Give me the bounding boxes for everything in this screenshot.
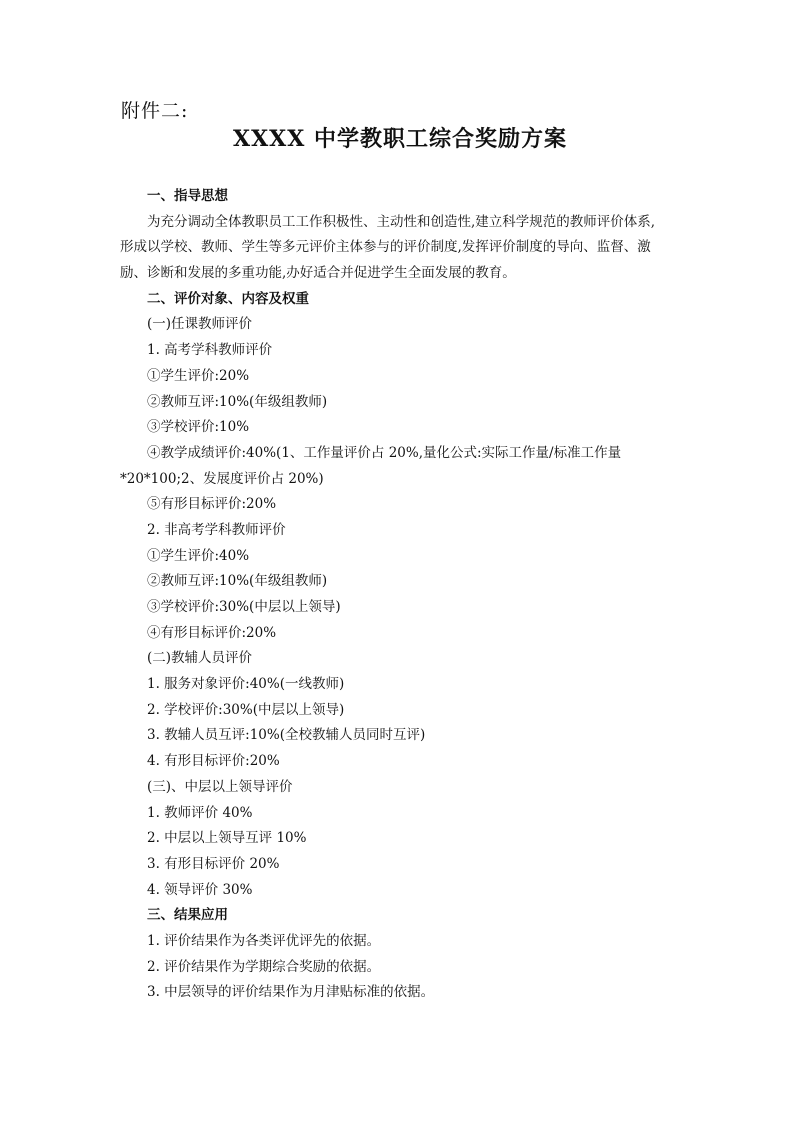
list-item: ②教师互评:10%(年级组教师) xyxy=(147,573,328,590)
section-heading-results: 三、结果应用 xyxy=(147,907,228,924)
list-item: 2. 评价结果作为学期综合奖励的依据。 xyxy=(147,958,381,975)
list-item: ①学生评价:20% xyxy=(147,367,250,384)
guiding-paragraph-line-2: 形成以学校、教师、学生等多元评价主体参与的评价制度,发挥评价制度的导向、监督、激 xyxy=(120,239,651,256)
list-item: ②教师互评:10%(年级组教师) xyxy=(147,393,328,410)
list-item: ③学校评价:30%(中层以上领导) xyxy=(147,599,341,615)
attachment-label: 附件二: xyxy=(121,100,189,122)
section-heading-evaluation: 二、评价对象、内容及权重 xyxy=(147,290,309,307)
list-item: 1. 高考学科教师评价 xyxy=(147,342,273,359)
subsection-leader-evaluation: (三)、中层以上领导评价 xyxy=(147,778,293,795)
list-item: 1. 教师评价 40% xyxy=(147,804,253,821)
list-item: 1. 服务对象评价:40%(一线教师) xyxy=(147,676,345,693)
guiding-paragraph-line-3: 励、诊断和发展的多重功能,办好适合并促进学生全面发展的教育。 xyxy=(120,265,516,282)
document-body xyxy=(120,184,692,1006)
list-item: 3. 中层领导的评价结果作为月津贴标准的依据。 xyxy=(147,984,435,1001)
section-heading-guiding-ideology: 一、指导思想 xyxy=(147,188,228,204)
list-item: 4. 有形目标评价:20% xyxy=(147,753,280,770)
list-item: 1. 评价结果作为各类评优评先的依据。 xyxy=(147,932,381,949)
list-item-continuation: *20*100;2、发展度评价占 20%) xyxy=(120,470,324,487)
list-item: ③学校评价:10% xyxy=(147,419,250,436)
list-item: 2. 中层以上领导互评 10% xyxy=(147,830,307,847)
list-item: ④有形目标评价:20% xyxy=(147,624,277,641)
list-item: 2. 非高考学科教师评价 xyxy=(147,521,286,538)
list-item: 4. 领导评价 30% xyxy=(147,881,253,898)
list-item: ④教学成绩评价:40%(1、工作量评价占 20%,量化公式:实际工作量/标准工作量 xyxy=(147,444,622,461)
list-item: 2. 学校评价:30%(中层以上领导) xyxy=(147,701,345,718)
guiding-paragraph-line-1: 为充分调动全体教职员工工作积极性、主动性和创造性,建立科学规范的教师评价体系, xyxy=(147,213,656,230)
list-item: 3. 教辅人员互评:10%(全校教辅人员同时互评) xyxy=(147,727,426,744)
list-item: 3. 有形目标评价 20% xyxy=(147,855,280,872)
subsection-teacher-evaluation: (一)任课教师评价 xyxy=(147,316,253,333)
list-item: ⑤有形目标评价:20% xyxy=(147,496,277,513)
document-title: XXXX 中学教职工综合奖励方案 xyxy=(233,126,567,152)
list-item: ①学生评价:40% xyxy=(147,547,250,564)
subsection-support-staff-evaluation: (二)教辅人员评价 xyxy=(147,650,253,667)
